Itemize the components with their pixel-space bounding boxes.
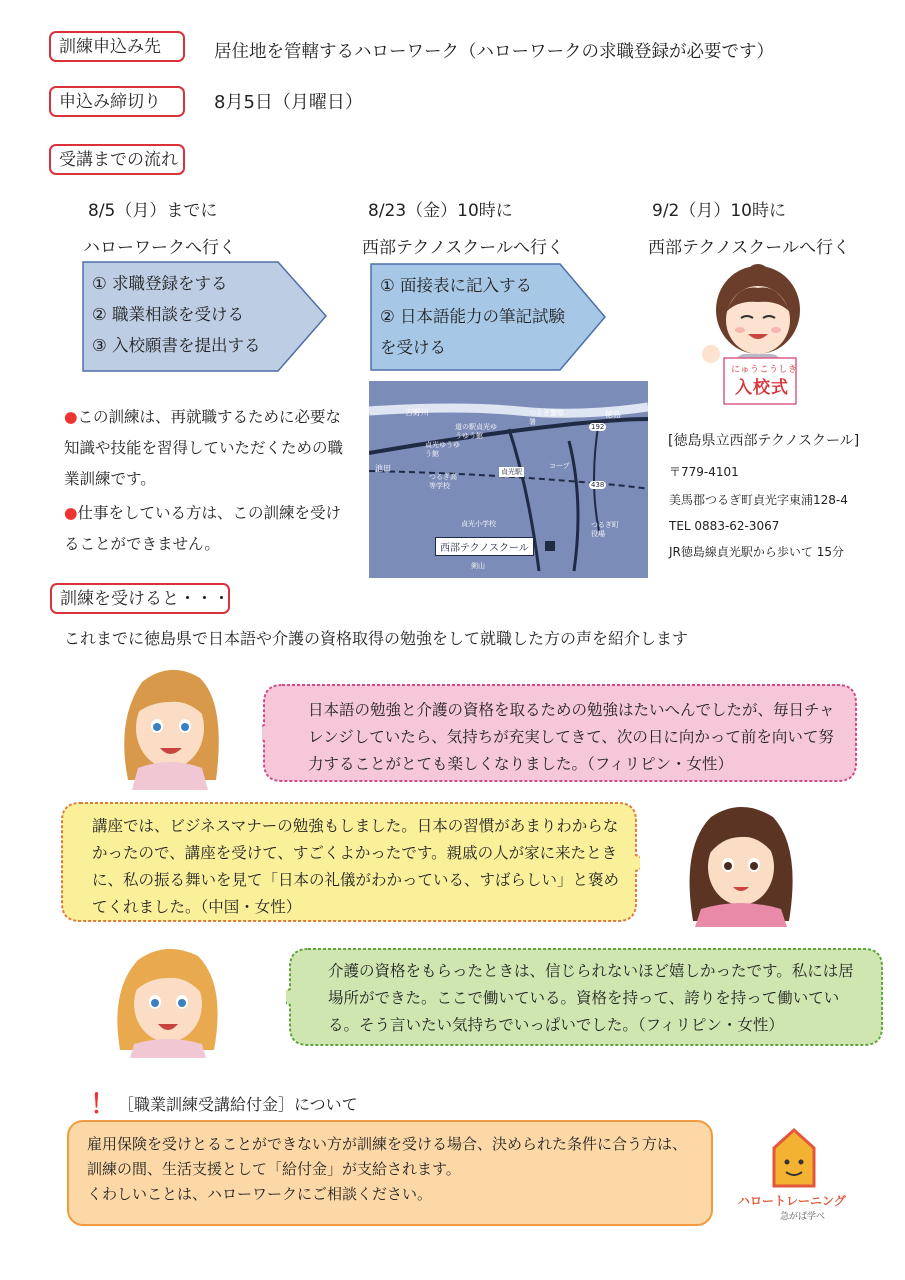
deadline-value: 8月5日（月曜日） <box>214 92 363 113</box>
step1-date: 8/5（月）までに <box>88 201 218 221</box>
woman-3-illustration <box>110 940 226 1058</box>
step1-item: ② 職業相談を受ける <box>92 305 245 324</box>
map-label: 徳島 <box>605 410 621 419</box>
map-label: 貞光駅 <box>501 468 522 476</box>
map-label: 道の駅貞光ゆうゆう館 <box>455 423 497 440</box>
voices-label: 訓練を受けると・・・ <box>50 583 230 614</box>
map-label: 吉野川 <box>405 408 429 417</box>
deadline-label: 申込み締切り <box>49 86 185 117</box>
benefit-line: くわしいことは、ハローワークにご相談ください。 <box>87 1185 433 1203</box>
school-address: 美馬郡つるぎ町貞光字東浦128-4 <box>669 493 848 507</box>
map-label: コープ <box>549 462 570 470</box>
step1-place: ハローワークへ行く <box>83 238 236 258</box>
step3-place: 西部テクノスクールへ行く <box>648 238 850 258</box>
voice-1-text: 日本語の勉強と介護の資格を取るための勉強はたいへんでしたが、毎日チャレンジしていたら、気持ちが充実してきて、次の日に向かって前を向いて努力することがとても楽しくなりました。（フィリピン・女性） <box>308 701 835 773</box>
logo-name: ハロートレーニング <box>738 1194 846 1208</box>
step3-date: 9/2（月）10時に <box>652 201 786 221</box>
alert-icon: ！ <box>90 1090 117 1120</box>
school-zip: 〒779-4101 <box>669 465 739 479</box>
flow-label: 受講までの流れ <box>49 144 185 175</box>
school-name: [徳島県立西部テクノスクール] <box>668 433 860 449</box>
school-access: JR徳島線貞光駅から歩いて 15分 <box>669 545 844 559</box>
sign-ruby: にゅうこうしき <box>731 365 798 375</box>
sign-text: 入校式 <box>735 378 789 398</box>
map-label: 貞光ゆうゆう館 <box>425 441 460 458</box>
apply-to-value: 居住地を管轄するハローワーク（ハローワークの求職登録が必要です） <box>214 42 774 62</box>
benefit-box <box>67 1120 713 1226</box>
route-192-icon: 192 <box>591 423 605 431</box>
voice-3-text: 介護の資格をもらったときは、信じられないほど嬉しかったです。私には居場所ができた。ここで働いている。資格を持って、誇りを持って働いている。そう言いたい気持ちでいっぱいでした。（フィリピン・女性） <box>328 962 854 1034</box>
school-tel: TEL 0883-62-3067 <box>669 519 780 533</box>
note-1: ●この訓練は、再就職するために必要な知識や技能を習得していただくための職業訓練です。 <box>64 408 344 488</box>
route-438-icon: 438 <box>591 481 605 489</box>
map-label: つるぎ町役場 <box>591 521 619 538</box>
woman-1-illustration <box>112 660 228 790</box>
apply-to-label: 訓練申込み先 <box>49 31 185 62</box>
access-map <box>369 381 648 578</box>
voice-2-text: 講座では、ビジネスマナーの勉強もしました。日本の習慣があまりわからなかったので、講座を受けて、すごくよかったです。親戚の人が家に来たときに、私の振る舞いを見て「日本の礼儀がわかっている、すばらしい」と褒めてくれました。（中国・女性） <box>92 817 620 916</box>
step2-item: を受ける <box>380 338 446 357</box>
map-label: 池田 <box>375 464 391 473</box>
benefit-title: ［職業訓練受講給付金］について <box>118 1095 358 1114</box>
map-label: 剣山 <box>471 562 485 570</box>
logo-tagline: 急がば学べ <box>780 1212 826 1222</box>
step1-item: ① 求職登録をする <box>92 274 228 293</box>
step2-item: ② 日本語能力の筆記試験 <box>380 307 566 326</box>
map-label: 貞光小学校 <box>461 520 496 528</box>
note-2: ●仕事をしている方は、この訓練を受けることができません。 <box>64 504 342 553</box>
woman-2-illustration <box>681 797 801 927</box>
map-school-label: 西部テクノスクール <box>435 537 534 556</box>
step2-place: 西部テクノスクールへ行く <box>362 238 564 258</box>
map-label: つるぎ警察署 <box>529 409 564 426</box>
bullet-dot-icon: ● <box>64 408 78 426</box>
benefit-line: 訓練の間、生活支援として「給付金」が支給されます。 <box>87 1160 461 1178</box>
step2-items <box>380 270 565 363</box>
step2-date: 8/23（金）10時に <box>368 201 513 221</box>
voices-intro: これまでに徳島県で日本語や介護の資格取得の勉強をして就職した方の声を紹介します <box>64 629 689 648</box>
step2-item: ① 面接表に記入する <box>380 276 533 295</box>
step1-item: ③ 入校願書を提出する <box>92 336 261 355</box>
bullet-dot-icon: ● <box>64 504 78 522</box>
benefit-line: 雇用保険を受けとることができない方が訓練を受ける場合、決められた条件に合う方は、 <box>87 1135 688 1153</box>
step1-items <box>92 268 261 361</box>
hello-training-logo-icon <box>768 1128 820 1190</box>
map-label: つるぎ高等学校 <box>429 473 457 490</box>
